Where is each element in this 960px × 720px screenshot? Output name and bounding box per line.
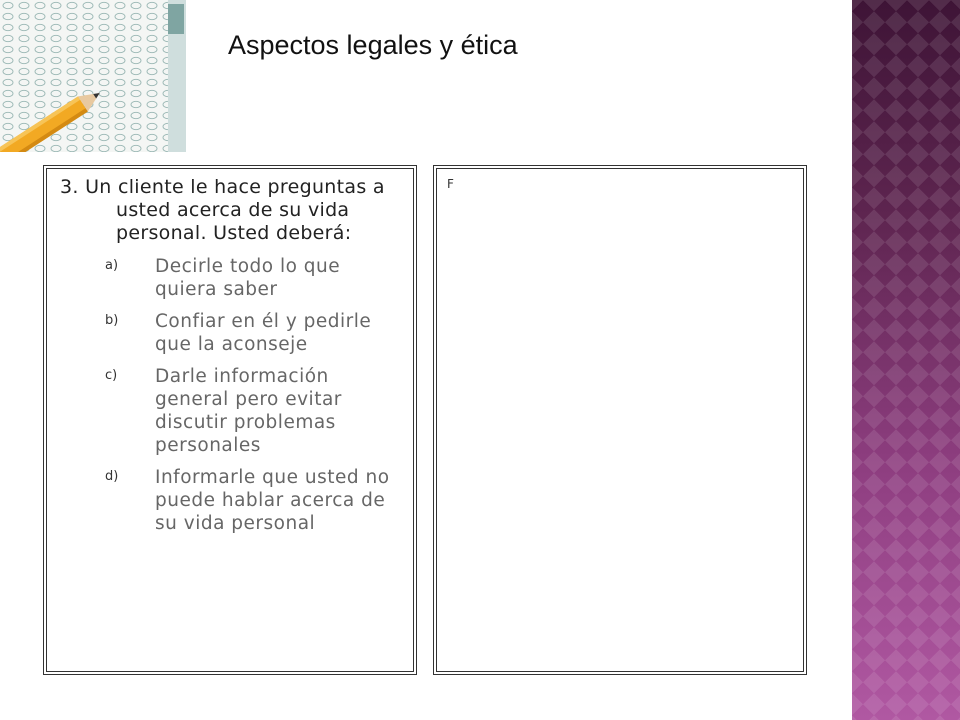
option-d xyxy=(47,466,413,535)
option-marker: d) xyxy=(105,469,119,484)
option-text: Informarle que usted no puede hablar acerca de su vida personal xyxy=(155,467,390,534)
question-text: 3. Un cliente le hace preguntas a usted acerca de su vida personal. Usted deberá: xyxy=(60,176,385,244)
option-text: Decirle todo lo que quiera saber xyxy=(155,256,341,300)
option-text: Darle información general pero evitar discutir problemas personales xyxy=(155,366,342,456)
answer-text: F xyxy=(447,177,454,191)
option-text: Confiar en él y pedirle que la aconseje xyxy=(155,311,372,355)
option-marker: b) xyxy=(105,313,119,328)
question-panel xyxy=(46,168,414,672)
option-b xyxy=(47,310,413,356)
answer-sheet-pencil-image xyxy=(0,0,196,152)
option-marker: c) xyxy=(105,368,118,383)
option-c xyxy=(47,365,413,457)
answer-panel xyxy=(436,168,804,672)
option-marker: a) xyxy=(105,258,119,273)
decorative-side-band xyxy=(852,0,960,720)
slide-title: Aspectos legales y ética xyxy=(228,30,518,60)
option-a xyxy=(47,255,413,301)
options-list xyxy=(47,255,413,535)
